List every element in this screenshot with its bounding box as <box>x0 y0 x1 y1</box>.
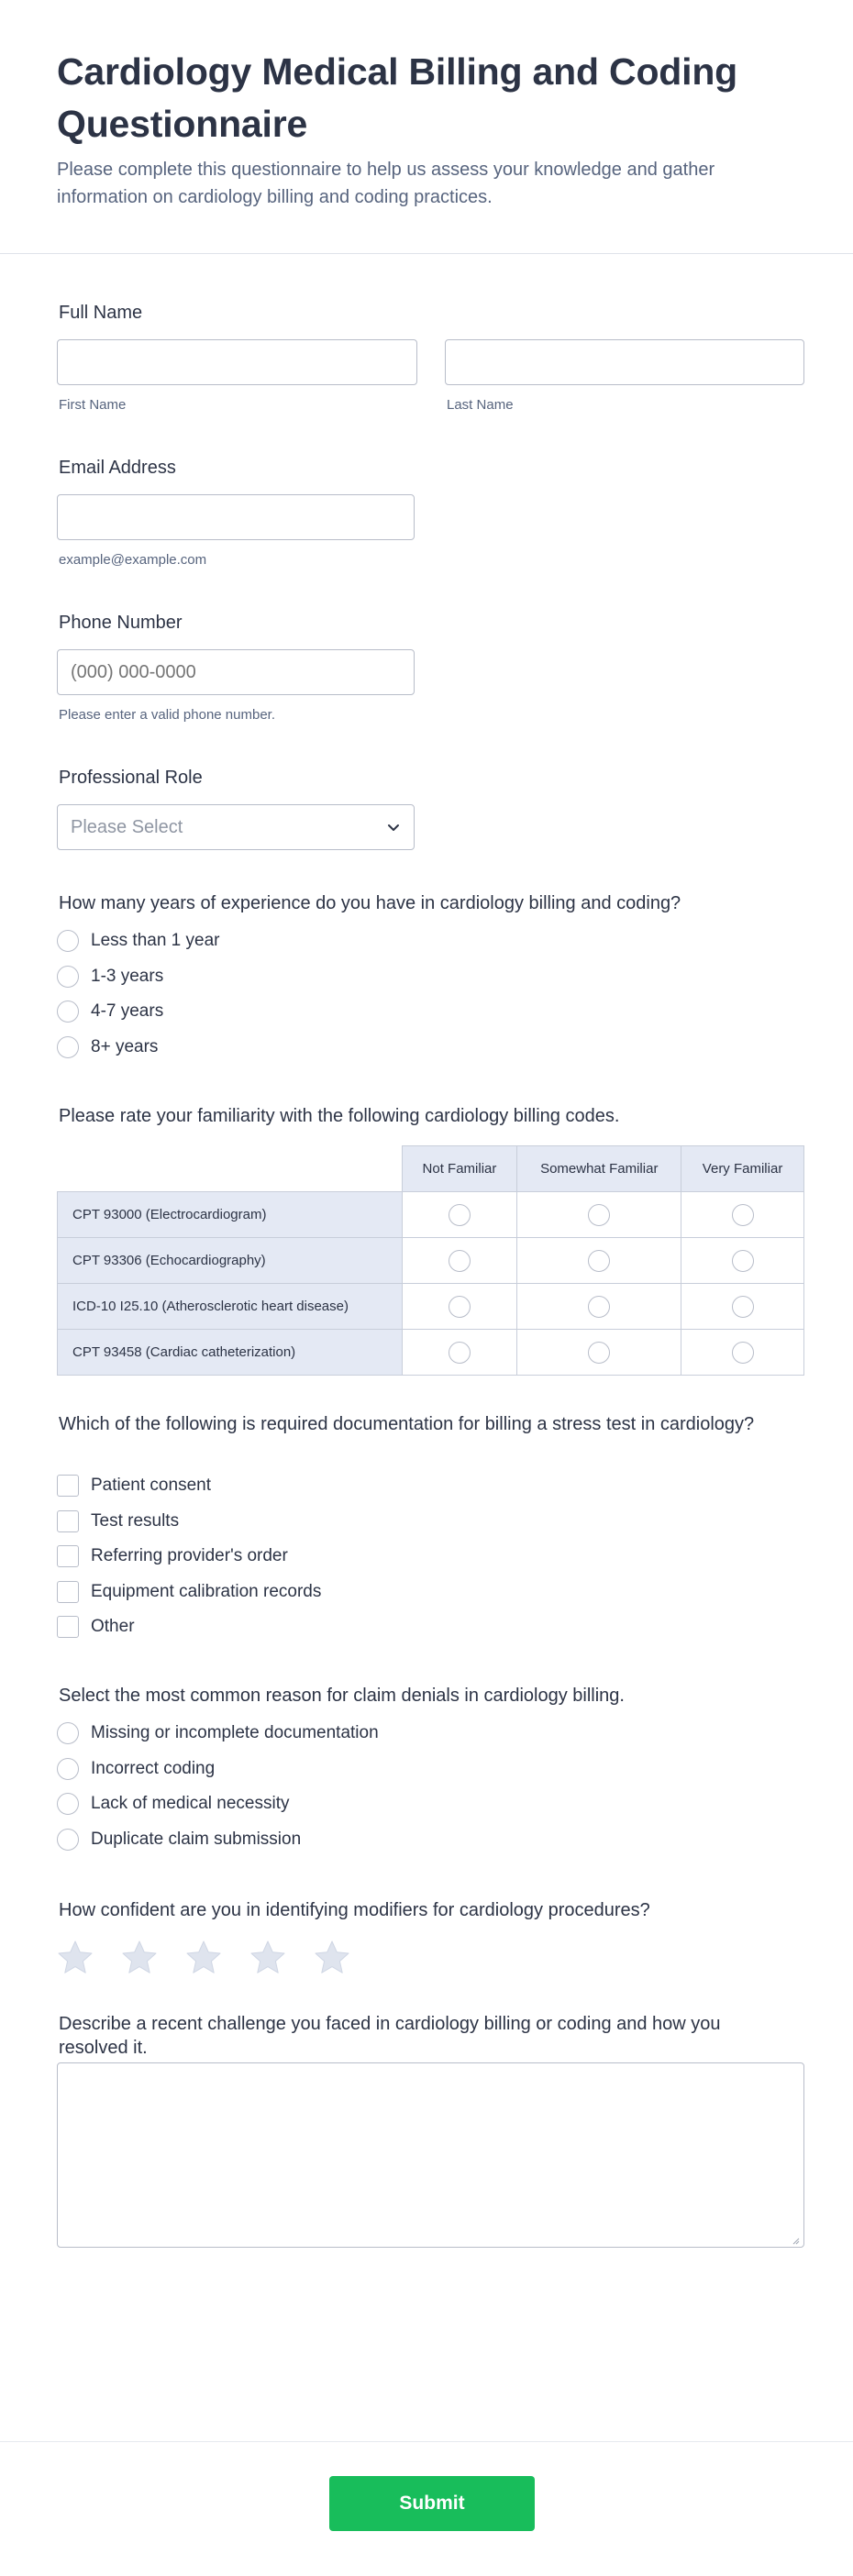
phone-sublabel: Please enter a valid phone number. <box>59 707 275 723</box>
denials-option[interactable] <box>57 1720 379 1746</box>
radio-button[interactable] <box>57 1758 79 1780</box>
radio-button[interactable] <box>449 1296 471 1318</box>
matrix-row-label: CPT 93458 (Cardiac catheterization) <box>58 1330 403 1376</box>
radio-button[interactable] <box>57 1722 79 1744</box>
radio-button[interactable] <box>449 1250 471 1272</box>
form-title: Cardiology Medical Billing and Coding Questionnaire <box>57 50 738 145</box>
documentation-option[interactable] <box>57 1579 321 1605</box>
option-label: Other <box>91 1617 135 1636</box>
option-label: Equipment calibration records <box>91 1582 322 1601</box>
radio-button[interactable] <box>732 1250 754 1272</box>
radio-button[interactable] <box>57 966 79 988</box>
form-subtitle: Please complete this questionnaire to help us assess your knowledge and gather information on cardiology billing and coding practices. <box>57 160 715 207</box>
role-label: Professional Role <box>59 768 203 788</box>
star-icon[interactable] <box>57 1940 94 1976</box>
checkbox[interactable] <box>57 1475 79 1497</box>
role-select[interactable] <box>57 804 415 850</box>
familiarity-matrix <box>57 1145 804 1376</box>
challenge-label: Describe a recent challenge you faced in cardiology billing or coding and how you resolved it. <box>59 2014 721 2058</box>
phone-label: Phone Number <box>59 613 183 633</box>
email-sublabel: example@example.com <box>59 552 207 568</box>
matrix-row <box>58 1330 804 1376</box>
confidence-label: How confident are you in identifying modifiers for cardiology procedures? <box>59 1900 650 1920</box>
email-label: Email Address <box>59 458 176 478</box>
last-name-input[interactable] <box>445 339 804 385</box>
radio-button[interactable] <box>588 1342 610 1364</box>
star-icon[interactable] <box>121 1940 158 1976</box>
radio-button[interactable] <box>588 1296 610 1318</box>
challenge-textarea[interactable] <box>57 2062 804 2248</box>
matrix-corner <box>58 1146 403 1192</box>
option-label: Lack of medical necessity <box>91 1794 290 1813</box>
first-name-sublabel: First Name <box>59 397 127 413</box>
matrix-row-label: ICD-10 I25.10 (Atherosclerotic heart disease) <box>58 1284 403 1330</box>
radio-button[interactable] <box>57 1829 79 1851</box>
radio-button[interactable] <box>732 1342 754 1364</box>
full-name-field <box>57 301 804 420</box>
role-select-placeholder: Please Select <box>71 817 183 837</box>
experience-option[interactable] <box>57 1034 158 1060</box>
documentation-option[interactable] <box>57 1473 211 1498</box>
matrix-column-header: Very Familiar <box>681 1146 804 1192</box>
resize-grip-icon[interactable] <box>791 2236 800 2245</box>
denials-option[interactable] <box>57 1791 290 1817</box>
checkbox[interactable] <box>57 1616 79 1638</box>
checkbox[interactable] <box>57 1545 79 1567</box>
matrix-row <box>58 1238 804 1284</box>
star-rating <box>57 1940 350 1976</box>
option-label: Referring provider's order <box>91 1546 288 1565</box>
denials-label: Select the most common reason for claim denials in cardiology billing. <box>59 1686 625 1706</box>
familiarity-field <box>57 1104 804 1379</box>
checkbox[interactable] <box>57 1510 79 1532</box>
matrix-row-label: CPT 93306 (Echocardiography) <box>58 1238 403 1284</box>
radio-button[interactable] <box>57 1793 79 1815</box>
matrix-row <box>58 1284 804 1330</box>
role-field <box>57 766 804 857</box>
radio-button[interactable] <box>57 1001 79 1023</box>
documentation-option[interactable] <box>57 1509 179 1534</box>
option-label: Less than 1 year <box>91 931 220 950</box>
star-icon[interactable] <box>314 1940 350 1976</box>
option-label: 4-7 years <box>91 1001 164 1021</box>
option-label: 1-3 years <box>91 967 164 986</box>
matrix-row <box>58 1192 804 1238</box>
matrix-column-header: Not Familiar <box>402 1146 517 1192</box>
experience-option[interactable] <box>57 964 163 989</box>
radio-button[interactable] <box>57 1036 79 1058</box>
option-label: Test results <box>91 1511 180 1531</box>
matrix-row-label: CPT 93000 (Electrocardiogram) <box>58 1192 403 1238</box>
chevron-down-icon <box>386 820 401 835</box>
option-label: Missing or incomplete documentation <box>91 1723 379 1742</box>
option-label: Patient consent <box>91 1476 211 1495</box>
phone-field <box>57 611 804 730</box>
radio-button[interactable] <box>449 1204 471 1226</box>
option-label: Incorrect coding <box>91 1759 216 1778</box>
radio-button[interactable] <box>588 1204 610 1226</box>
documentation-option[interactable] <box>57 1543 288 1569</box>
email-field <box>57 456 804 575</box>
radio-button[interactable] <box>588 1250 610 1272</box>
submit-button[interactable]: Submit <box>329 2476 535 2531</box>
experience-option[interactable] <box>57 928 219 954</box>
experience-label: How many years of experience do you have in cardiology billing and coding? <box>59 893 681 913</box>
experience-field <box>57 891 804 1066</box>
documentation-field <box>57 1412 804 1642</box>
star-icon[interactable] <box>249 1940 286 1976</box>
challenge-field <box>57 2012 804 2260</box>
radio-button[interactable] <box>57 930 79 952</box>
radio-button[interactable] <box>732 1204 754 1226</box>
checkbox[interactable] <box>57 1581 79 1603</box>
form-header <box>0 0 853 254</box>
documentation-label: Which of the following is required documentation for billing a stress test in cardiology? <box>59 1414 755 1434</box>
denials-option[interactable] <box>57 1756 215 1782</box>
documentation-option[interactable] <box>57 1614 135 1640</box>
matrix-column-header: Somewhat Familiar <box>517 1146 681 1192</box>
denials-field <box>57 1684 804 1858</box>
option-label: 8+ years <box>91 1037 159 1056</box>
confidence-field <box>57 1898 804 1990</box>
email-input[interactable] <box>57 494 415 540</box>
full-name-label: Full Name <box>59 303 143 323</box>
first-name-input[interactable] <box>57 339 417 385</box>
radio-button[interactable] <box>449 1342 471 1364</box>
form-footer <box>0 2441 853 2576</box>
last-name-sublabel: Last Name <box>447 397 514 413</box>
radio-button[interactable] <box>732 1296 754 1318</box>
option-label: Duplicate claim submission <box>91 1830 302 1849</box>
experience-option[interactable] <box>57 999 163 1024</box>
denials-option[interactable] <box>57 1827 301 1852</box>
familiarity-label: Please rate your familiarity with the following cardiology billing codes. <box>59 1106 620 1126</box>
phone-input[interactable] <box>57 649 415 695</box>
star-icon[interactable] <box>185 1940 222 1976</box>
